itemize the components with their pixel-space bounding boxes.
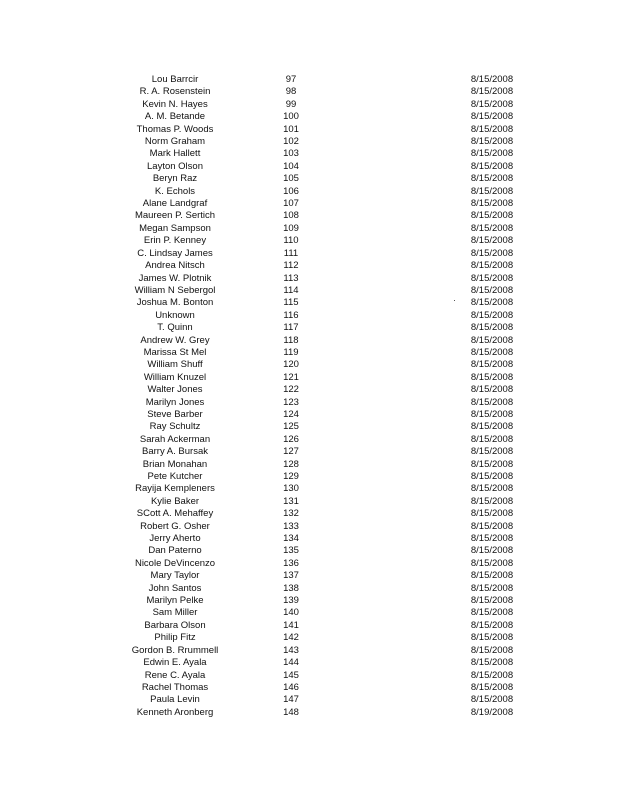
entry-date: 8/15/2008: [470, 533, 514, 545]
entry-name: Alane Landgraf: [142, 198, 208, 210]
entry-date: 8/15/2008: [470, 557, 514, 569]
entry-name: Nicole DeVincenzo: [134, 557, 216, 569]
list-item: [0, 409, 621, 421]
entry-name: William Knuzel: [143, 371, 207, 383]
entry-name: Mark Hallett: [149, 148, 201, 160]
entry-name: Jerry Aherto: [149, 533, 201, 545]
entry-number: 123: [283, 396, 299, 408]
list-item: [0, 545, 621, 557]
list-item: [0, 459, 621, 471]
entry-date: 8/15/2008: [470, 198, 514, 210]
entry-number: 114: [283, 284, 299, 296]
entry-date: 8/15/2008: [470, 570, 514, 582]
entry-number: 136: [283, 557, 299, 569]
entry-name: Rayija Kempleners: [135, 483, 215, 495]
list-item: [0, 645, 621, 657]
list-item: [0, 124, 621, 136]
entry-number: 125: [283, 421, 299, 433]
entry-date: 8/15/2008: [470, 595, 514, 607]
entry-date: 8/15/2008: [470, 222, 514, 234]
entry-name: Marilyn Jones: [145, 396, 205, 408]
entry-name: Unknown: [155, 309, 195, 321]
list-item: [0, 136, 621, 148]
entry-date: 8/15/2008: [470, 483, 514, 495]
list-item: [0, 210, 621, 222]
list-item: [0, 335, 621, 347]
entry-date: 8/15/2008: [470, 632, 514, 644]
entry-number: 138: [283, 582, 299, 594]
entry-name: Gordon B. Rrummell: [131, 644, 219, 656]
list-item: [0, 471, 621, 483]
entry-number: 98: [285, 86, 297, 98]
entry-name: Kevin N. Hayes: [142, 98, 208, 110]
list-item: [0, 434, 621, 446]
entry-name: Erin P. Kenney: [143, 235, 207, 247]
entry-date: 8/15/2008: [470, 384, 514, 396]
entry-number: 99: [285, 98, 297, 110]
entry-number: 124: [283, 408, 299, 420]
entry-name: Dan Paterno: [148, 545, 202, 557]
entry-date: 8/15/2008: [470, 607, 514, 619]
list-item: [0, 384, 621, 396]
entry-name: Paula Levin: [150, 694, 200, 706]
entry-name: James W. Plotnik: [138, 272, 212, 284]
entry-number: 117: [283, 322, 299, 334]
entry-number: 118: [283, 334, 299, 346]
entry-name: Marilyn Pelke: [146, 595, 204, 607]
list-item: [0, 260, 621, 272]
list-item: [0, 359, 621, 371]
list-item: [0, 273, 621, 285]
entry-number: 104: [283, 160, 299, 172]
entry-number: 140: [283, 607, 299, 619]
entry-date: 8/15/2008: [470, 185, 514, 197]
list-item: [0, 583, 621, 595]
entry-number: 131: [283, 495, 299, 507]
entry-date: 8/15/2008: [470, 694, 514, 706]
entry-number: 116: [283, 309, 299, 321]
list-item: [0, 397, 621, 409]
entry-name: A. M. Betande: [144, 111, 206, 123]
list-item: [0, 446, 621, 458]
entry-number: 101: [283, 123, 299, 135]
entry-number: 129: [283, 471, 299, 482]
entry-number: 134: [283, 533, 299, 545]
entry-number: 100: [283, 111, 299, 123]
entry-name: Maureen P. Sertich: [134, 210, 216, 222]
list-item: [0, 372, 621, 384]
entry-number: 133: [283, 520, 299, 532]
entry-number: 121: [283, 371, 299, 383]
entry-date: 8/15/2008: [470, 309, 514, 321]
entry-date: 8/15/2008: [470, 247, 514, 259]
entry-number: 127: [283, 446, 299, 458]
entry-number: 97: [285, 74, 297, 85]
entry-name: William N Sebergol: [134, 284, 216, 296]
entry-name: Edwin E. Ayala: [143, 657, 207, 669]
entry-number: 132: [283, 508, 299, 520]
entry-list: [0, 74, 621, 719]
entry-date: 8/15/2008: [470, 136, 514, 148]
entry-name: Joshua M. Bonton: [136, 297, 214, 309]
entry-name: Rene C. Ayala: [144, 669, 206, 681]
entry-name: Robert G. Osher: [140, 520, 210, 532]
entry-name: Megan Sampson: [139, 222, 211, 234]
entry-date: 8/15/2008: [470, 322, 514, 334]
scan-speck: [454, 300, 455, 301]
entry-name: Sarah Ackerman: [139, 433, 211, 445]
entry-number: 109: [283, 222, 299, 234]
list-item: [0, 99, 621, 111]
entry-date: 8/15/2008: [470, 471, 514, 482]
entry-date: 8/15/2008: [470, 111, 514, 123]
entry-name: Rachel Thomas: [141, 681, 209, 693]
entry-date: 8/15/2008: [470, 173, 514, 185]
entry-date: 8/15/2008: [470, 495, 514, 507]
entry-number: 105: [283, 173, 299, 185]
entry-number: 135: [283, 545, 299, 557]
entry-number: 143: [283, 644, 299, 656]
list-item: [0, 508, 621, 520]
list-item: [0, 223, 621, 235]
entry-date: 8/15/2008: [470, 359, 514, 371]
entry-date: 8/15/2008: [470, 657, 514, 669]
entry-number: 110: [283, 235, 299, 247]
entry-name: Andrea Nitsch: [145, 260, 205, 272]
entry-date: 8/15/2008: [470, 669, 514, 681]
list-item: [0, 632, 621, 644]
entry-name: Philip Fitz: [154, 632, 196, 644]
list-item: [0, 694, 621, 706]
list-item: [0, 173, 621, 185]
list-item: [0, 161, 621, 173]
list-item: [0, 620, 621, 632]
entry-number: 144: [283, 657, 299, 669]
entry-date: 8/15/2008: [470, 272, 514, 284]
entry-number: 119: [283, 346, 299, 358]
entry-name: Kylie Baker: [150, 495, 200, 507]
entry-date: 8/15/2008: [470, 260, 514, 272]
list-item: [0, 483, 621, 495]
entry-name: Mary Taylor: [150, 570, 200, 582]
entry-date: 8/15/2008: [470, 508, 514, 520]
list-item: [0, 111, 621, 123]
entry-name: John Santos: [148, 582, 202, 594]
entry-number: 102: [283, 136, 299, 148]
entry-name: Lou Barrcir: [151, 74, 199, 85]
entry-name: Walter Jones: [147, 384, 203, 396]
entry-name: Barbara Olson: [144, 619, 206, 631]
list-item: [0, 148, 621, 160]
entry-number: 128: [283, 458, 299, 470]
entry-date: 8/15/2008: [470, 74, 514, 85]
list-item: [0, 235, 621, 247]
entry-number: 147: [283, 694, 299, 706]
list-item: [0, 310, 621, 322]
entry-date: 8/15/2008: [470, 346, 514, 358]
entry-date: 8/15/2008: [470, 408, 514, 420]
entry-number: 113: [283, 272, 299, 284]
list-item: [0, 657, 621, 669]
entry-date: 8/15/2008: [470, 446, 514, 458]
entry-date: 8/15/2008: [470, 371, 514, 383]
entry-name: Beryn Raz: [152, 173, 198, 185]
list-item: [0, 682, 621, 694]
entry-date: 8/15/2008: [470, 148, 514, 160]
entry-number: 112: [283, 260, 299, 272]
list-item: [0, 670, 621, 682]
entry-number: 145: [283, 669, 299, 681]
entry-number: 142: [283, 632, 299, 644]
entry-name: T. Quinn: [157, 322, 193, 334]
entry-date: 8/15/2008: [470, 284, 514, 296]
entry-name: Thomas P. Woods: [136, 123, 214, 135]
list-item: [0, 322, 621, 334]
entry-name: William Shuff: [147, 359, 203, 371]
entry-name: Norm Graham: [144, 136, 206, 148]
entry-date: 8/15/2008: [470, 123, 514, 135]
entry-name: K. Echols: [154, 185, 196, 197]
entry-date: 8/15/2008: [470, 235, 514, 247]
entry-date: 8/15/2008: [470, 210, 514, 222]
list-item: [0, 74, 621, 86]
entry-name: Pete Kutcher: [147, 471, 203, 482]
entry-number: 103: [283, 148, 299, 160]
entry-date: 8/15/2008: [470, 520, 514, 532]
list-item: [0, 570, 621, 582]
list-item: [0, 496, 621, 508]
entry-date: 8/15/2008: [470, 98, 514, 110]
list-item: [0, 595, 621, 607]
list-item: [0, 421, 621, 433]
entry-date: 8/15/2008: [470, 433, 514, 445]
list-item: [0, 297, 621, 309]
list-item: [0, 533, 621, 545]
entry-name: R. A. Rosenstein: [139, 86, 211, 98]
entry-date: 8/15/2008: [470, 582, 514, 594]
entry-date: 8/15/2008: [470, 681, 514, 693]
entry-number: 148: [283, 706, 299, 718]
entry-date: 8/15/2008: [470, 160, 514, 172]
entry-number: 146: [283, 681, 299, 693]
entry-date: 8/15/2008: [470, 396, 514, 408]
entry-date: 8/19/2008: [470, 706, 514, 718]
entry-number: 107: [283, 198, 299, 210]
entry-name: Sam Miller: [152, 607, 198, 619]
entry-number: 120: [283, 359, 299, 371]
entry-number: 141: [283, 619, 299, 631]
entry-date: 8/15/2008: [470, 545, 514, 557]
list-item: [0, 186, 621, 198]
entry-number: 108: [283, 210, 299, 222]
list-item: [0, 198, 621, 210]
entry-name: Brian Monahan: [142, 458, 208, 470]
entry-number: 130: [283, 483, 299, 495]
entry-name: Andrew W. Grey: [140, 334, 210, 346]
entry-number: 137: [283, 570, 299, 582]
entry-date: 8/15/2008: [470, 619, 514, 631]
entry-name: Ray Schultz: [149, 421, 201, 433]
entry-name: Barry A. Bursak: [142, 446, 208, 458]
entry-date: 8/15/2008: [470, 458, 514, 470]
entry-name: Layton Olson: [147, 160, 203, 172]
list-item: [0, 707, 621, 719]
entry-date: 8/15/2008: [470, 297, 514, 309]
entry-date: 8/15/2008: [470, 421, 514, 433]
list-item: [0, 607, 621, 619]
entry-name: Marissa St Mel: [143, 346, 207, 358]
entry-name: Steve Barber: [147, 408, 203, 420]
entry-number: 139: [283, 595, 299, 607]
list-item: [0, 285, 621, 297]
entry-date: 8/15/2008: [470, 86, 514, 98]
list-item: [0, 521, 621, 533]
entry-name: C. Lindsay James: [137, 247, 213, 259]
list-item: [0, 248, 621, 260]
list-item: [0, 347, 621, 359]
entry-number: 111: [283, 247, 299, 259]
entry-number: 115: [283, 297, 299, 309]
list-item: [0, 86, 621, 98]
entry-number: 106: [283, 185, 299, 197]
entry-name: Kenneth Aronberg: [136, 706, 214, 718]
entry-date: 8/15/2008: [470, 644, 514, 656]
list-item: [0, 558, 621, 570]
entry-number: 122: [283, 384, 299, 396]
entry-number: 126: [283, 433, 299, 445]
entry-name: SCott A. Mehaffey: [136, 508, 214, 520]
entry-date: 8/15/2008: [470, 334, 514, 346]
